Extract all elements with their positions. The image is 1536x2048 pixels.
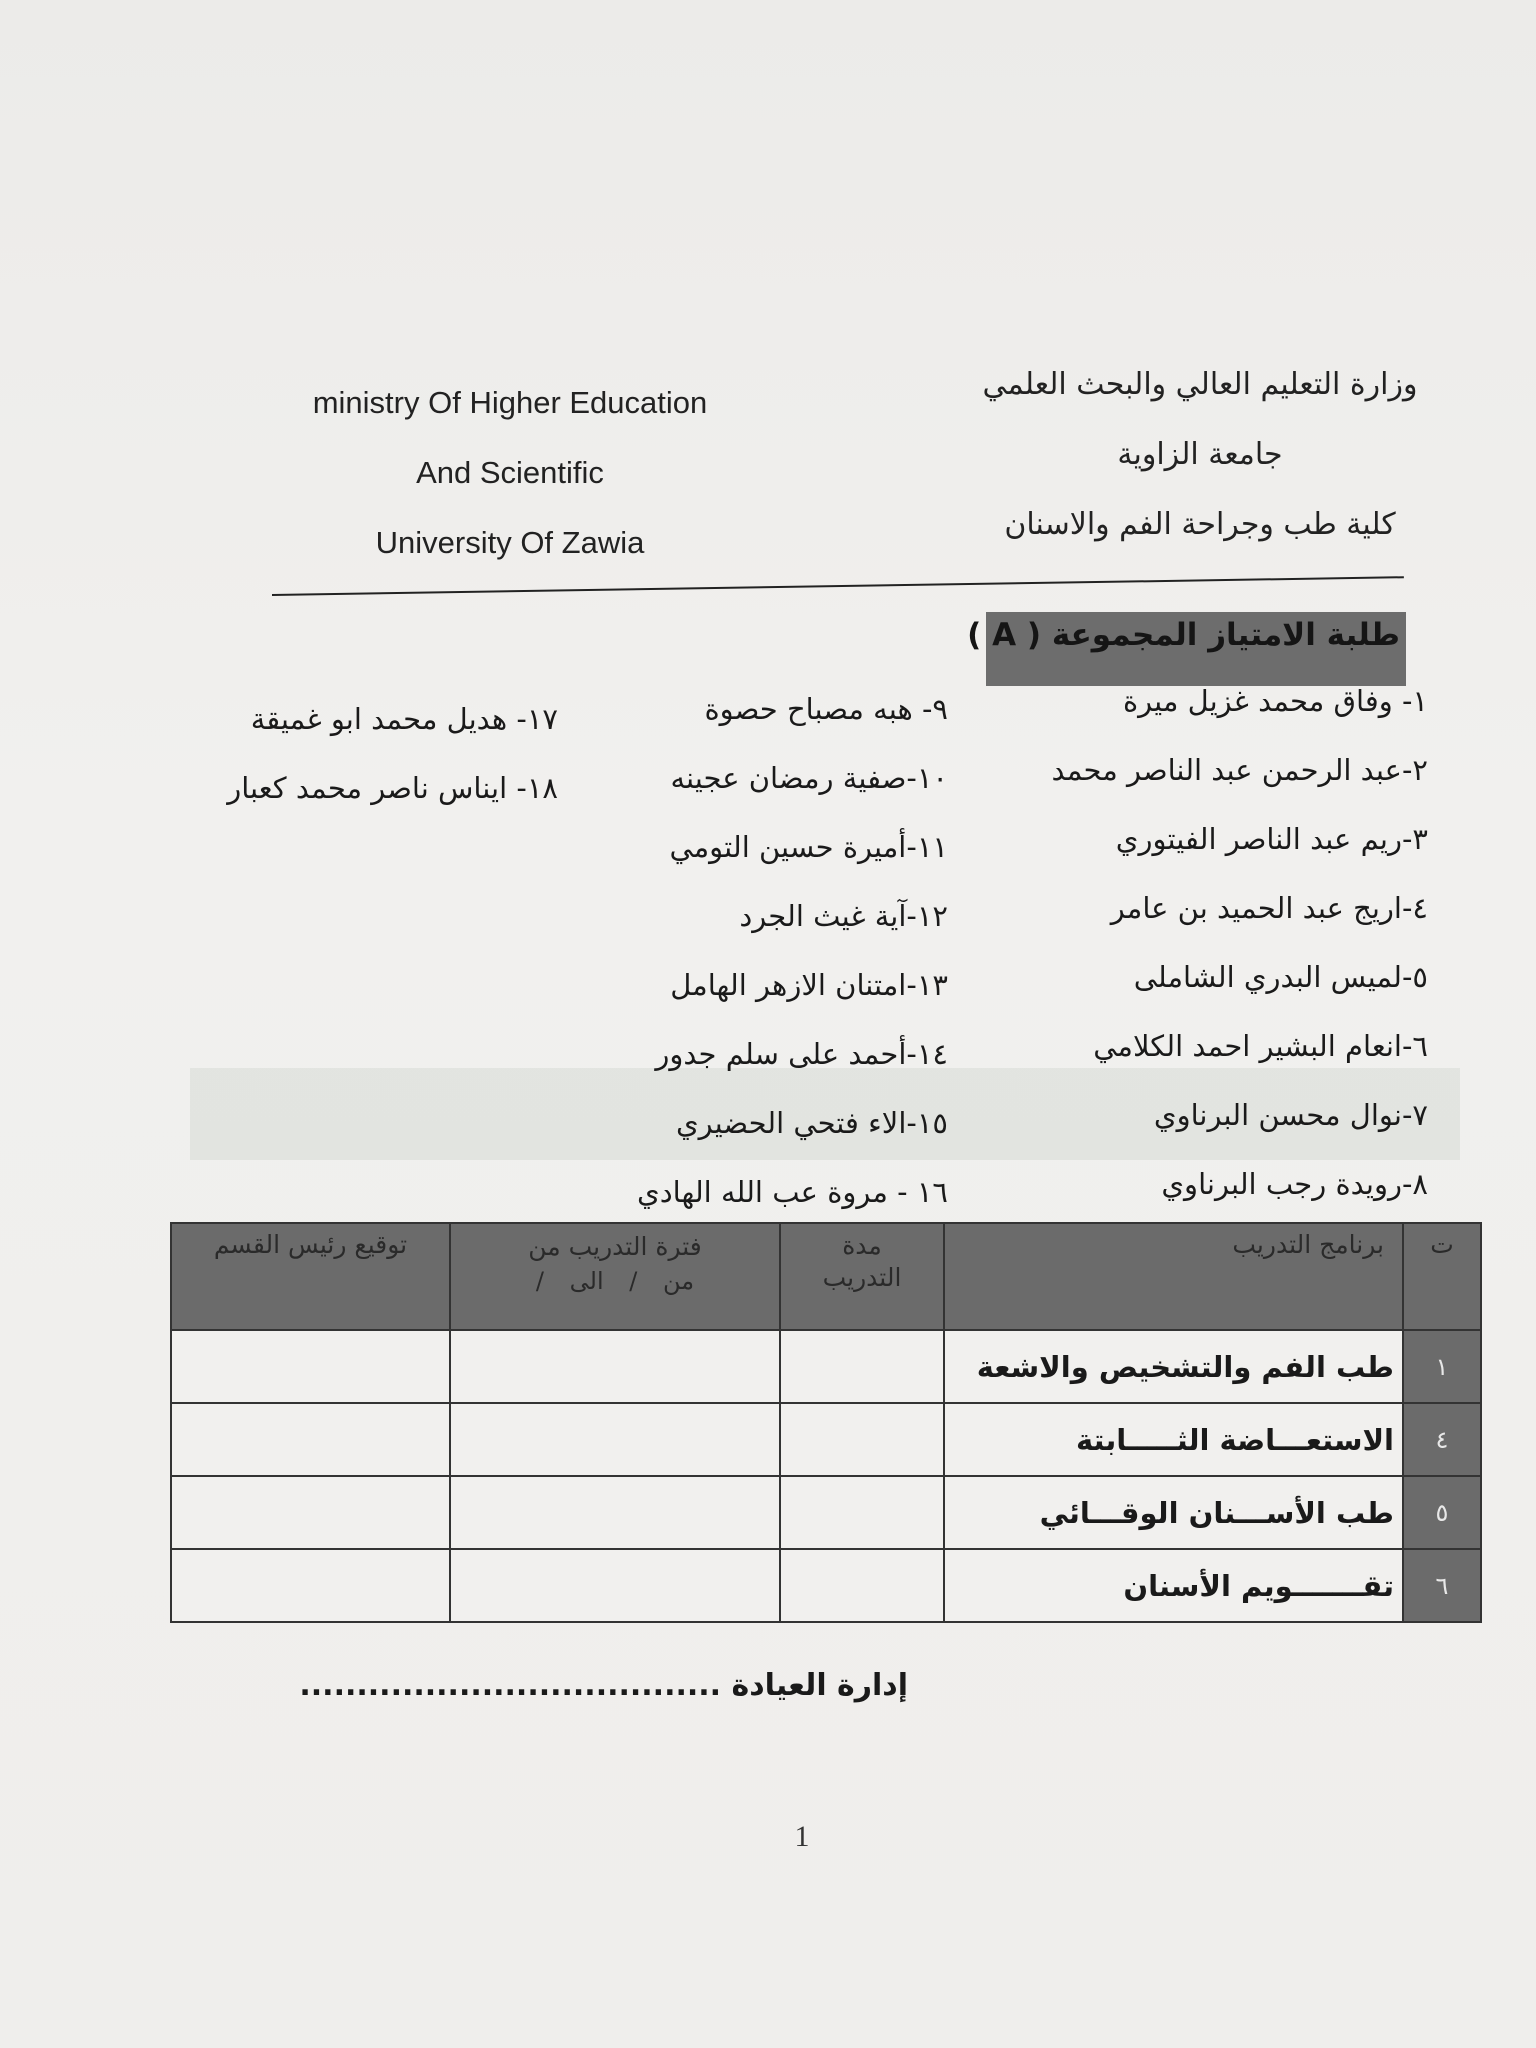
- student-list-column-3: [138, 696, 558, 834]
- training-schedule-table: [170, 1222, 1482, 1623]
- row-program: طب الأســـنان الوقـــائي: [944, 1476, 1403, 1549]
- table-row: [171, 1549, 1481, 1622]
- table-row: [171, 1476, 1481, 1549]
- row-program: طب الفم والتشخيص والاشعة: [944, 1330, 1403, 1403]
- university-name-ar: جامعة الزاوية: [1117, 437, 1283, 472]
- row-program: تقـــــــويم الأسنان: [944, 1549, 1403, 1622]
- header-period-range: من / الى /: [535, 1267, 695, 1295]
- student-name: ٥-لميس البدري الشاملى: [1133, 960, 1428, 994]
- header-arabic: [980, 350, 1420, 560]
- header-duration-line-1: مدة: [842, 1231, 882, 1260]
- faculty-name-ar: كلية طب وجراحة الفم والاسنان: [1004, 507, 1396, 542]
- page-number: 1: [794, 1820, 810, 1853]
- student-name: ١٧- هديل محمد ابو غميقة: [250, 702, 558, 736]
- student-list-column-1: [958, 678, 1428, 1230]
- row-signature-cell: [171, 1403, 450, 1476]
- row-signature-cell: [171, 1476, 450, 1549]
- row-number: ٥: [1403, 1476, 1481, 1549]
- header-period-title: فترة التدريب من: [528, 1232, 702, 1261]
- student-name: ١- وفاق محمد غزيل ميرة: [1122, 684, 1428, 718]
- group-title: طلبة الامتياز المجموعة ( A ): [986, 612, 1406, 686]
- row-signature-cell: [171, 1330, 450, 1403]
- student-name: ١٥-الاء فتحي الحضيري: [675, 1106, 948, 1140]
- student-name: ٢-عبد الرحمن عبد الناصر محمد: [1051, 753, 1428, 787]
- header-divider: [272, 576, 1404, 596]
- student-name: ٧-نوال محسن البرناوي: [1153, 1098, 1428, 1132]
- table-header-row: [171, 1223, 1481, 1330]
- student-name: ١١-أميرة حسين التومي: [669, 830, 948, 864]
- row-period-cell: [450, 1403, 780, 1476]
- row-number: ٤: [1403, 1403, 1481, 1476]
- student-name: ١٦ - مروة عب الله الهادي: [637, 1175, 948, 1209]
- row-duration-cell: [780, 1549, 944, 1622]
- clinic-management-line: إدارة العيادة .....................................: [299, 1668, 908, 1703]
- row-duration-cell: [780, 1403, 944, 1476]
- student-name: ٩- هبه مصباح حصوة: [704, 692, 948, 726]
- student-name: ٤-اريج عبد الحميد بن عامر: [1110, 891, 1428, 925]
- student-name: ٦-انعام البشير احمد الكلامي: [1093, 1029, 1428, 1063]
- student-name: ١٠-صفية رمضان عجينه: [670, 761, 948, 795]
- header-period: [450, 1223, 780, 1330]
- row-number: ١: [1403, 1330, 1481, 1403]
- header-signature: توقيع رئيس القسم: [171, 1223, 450, 1330]
- row-signature-cell: [171, 1549, 450, 1622]
- row-number: ٦: [1403, 1549, 1481, 1622]
- student-name: ١٨- ايناس ناصر محمد كعبار: [227, 771, 558, 805]
- student-list-column-2: [528, 686, 948, 1238]
- ministry-name-en: ministry Of Higher Education: [312, 385, 708, 420]
- header-english: [270, 368, 750, 578]
- university-name-en: University Of Zawia: [375, 525, 645, 560]
- row-period-cell: [450, 1476, 780, 1549]
- student-name: ١٤-أحمد على سلم جدور: [655, 1037, 948, 1071]
- row-period-cell: [450, 1330, 780, 1403]
- row-duration-cell: [780, 1330, 944, 1403]
- table-row: [171, 1330, 1481, 1403]
- student-name: ٣-ريم عبد الناصر الفيتوري: [1115, 822, 1428, 856]
- student-name: ١٢-آية غيث الجرد: [739, 899, 948, 933]
- header-duration: [780, 1223, 944, 1330]
- table-row: [171, 1403, 1481, 1476]
- row-period-cell: [450, 1549, 780, 1622]
- ministry-subtitle-en: And Scientific: [416, 455, 604, 490]
- student-name: ٨-رويدة رجب البرناوي: [1161, 1167, 1428, 1201]
- student-name: ١٣-امتنان الازهر الهامل: [670, 968, 948, 1002]
- header-program: برنامج التدريب: [944, 1223, 1403, 1330]
- row-duration-cell: [780, 1476, 944, 1549]
- ministry-name-ar: وزارة التعليم العالي والبحث العلمي: [982, 367, 1418, 402]
- header-number: ت: [1403, 1223, 1481, 1330]
- header-duration-line-2: التدريب: [822, 1263, 902, 1292]
- row-program: الاستعـــاضة الثـــــابتة: [944, 1403, 1403, 1476]
